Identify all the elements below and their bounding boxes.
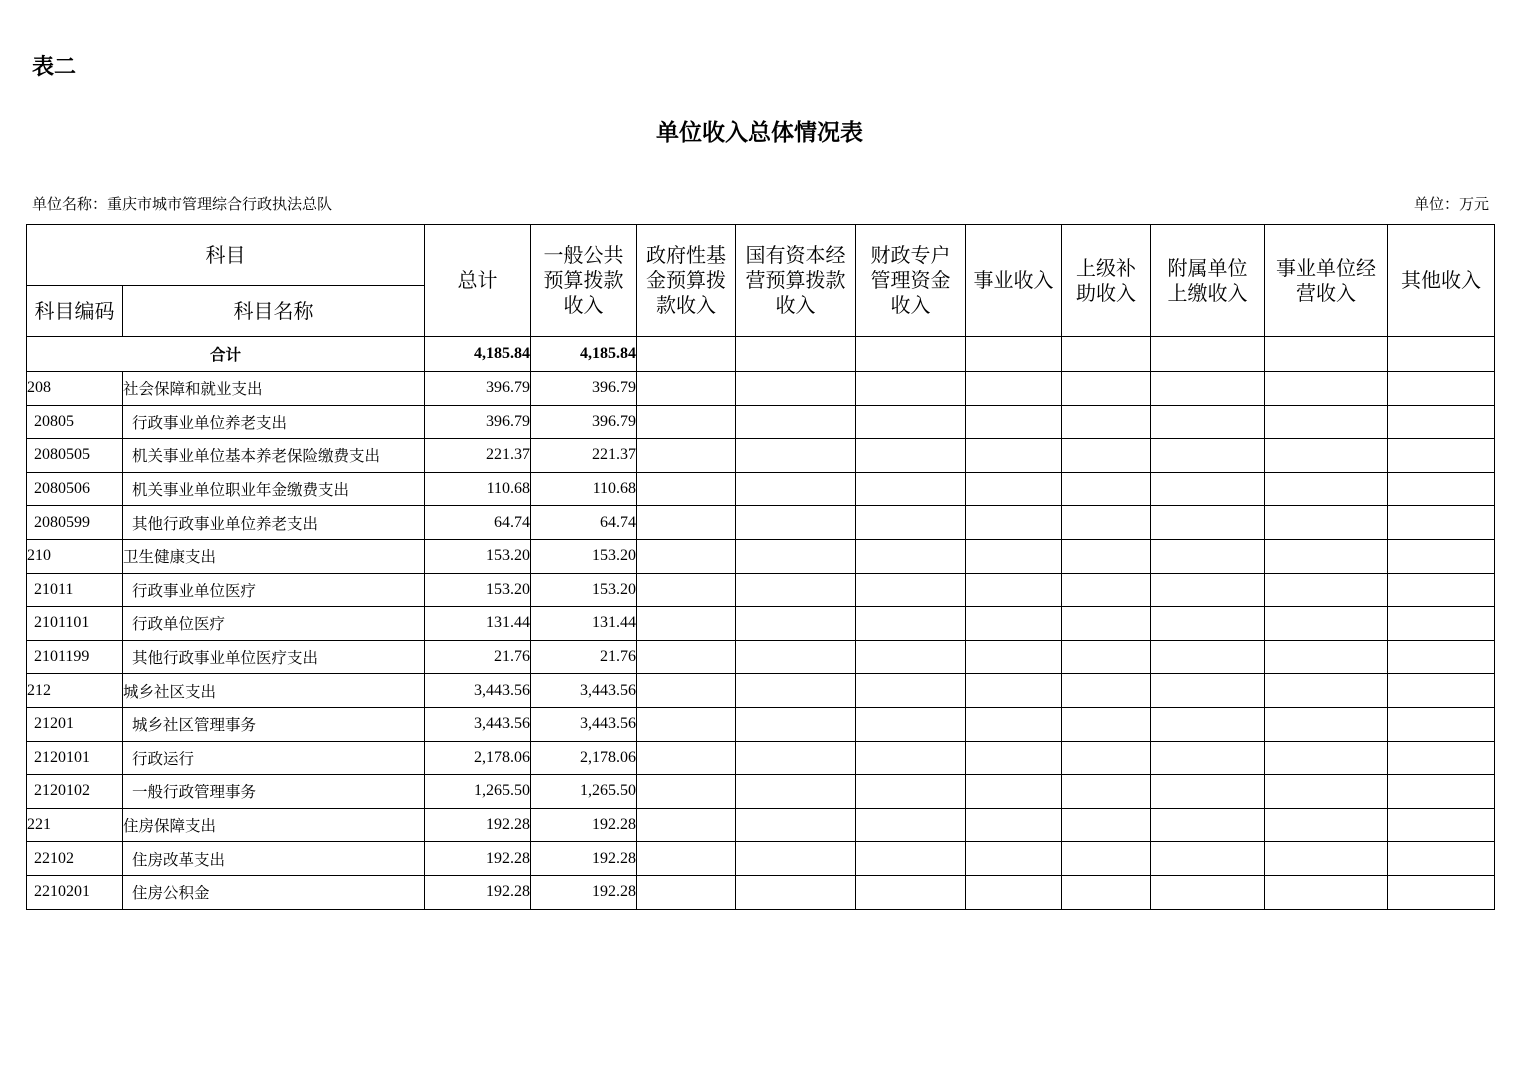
empty-cell <box>736 707 856 741</box>
subject-name: 行政事业单位养老支出 <box>123 405 425 439</box>
empty-cell <box>1151 337 1265 372</box>
empty-cell <box>1265 707 1388 741</box>
empty-cell <box>1062 674 1151 708</box>
empty-cell <box>856 607 966 641</box>
unit-measure: 单位：万元 <box>1413 195 1489 213</box>
empty-cell <box>736 539 856 573</box>
total-amount: 131.44 <box>425 607 531 641</box>
empty-cell <box>736 607 856 641</box>
empty-cell <box>1151 875 1265 909</box>
header-subject-code: 科目编码 <box>27 286 123 337</box>
subject-code: 212 <box>27 674 123 708</box>
general-public-budget-amount: 3,443.56 <box>531 707 637 741</box>
empty-cell <box>1151 472 1265 506</box>
empty-cell <box>1062 808 1151 842</box>
empty-cell <box>637 439 736 473</box>
header-line: 国有资本经 <box>745 243 846 267</box>
empty-cell <box>637 808 736 842</box>
table-row <box>27 640 1495 674</box>
subject-name: 社会保障和就业支出 <box>123 372 425 406</box>
empty-cell <box>1062 842 1151 876</box>
total-amount: 2,178.06 <box>425 741 531 775</box>
empty-cell <box>1062 372 1151 406</box>
empty-cell <box>1062 607 1151 641</box>
empty-cell <box>736 808 856 842</box>
empty-cell <box>1265 842 1388 876</box>
header-line: 金预算拨 <box>646 268 726 292</box>
total-general-public-budget: 4,185.84 <box>531 337 637 372</box>
empty-cell <box>637 741 736 775</box>
empty-cell <box>856 573 966 607</box>
empty-cell <box>1151 808 1265 842</box>
empty-cell <box>1265 539 1388 573</box>
total-amount: 396.79 <box>425 405 531 439</box>
header-line: 附属单位 <box>1167 255 1248 280</box>
empty-cell <box>1388 439 1495 473</box>
empty-cell <box>856 539 966 573</box>
header-line: 财政专户 <box>870 243 951 267</box>
empty-cell <box>1062 775 1151 809</box>
empty-cell <box>1265 875 1388 909</box>
empty-cell <box>1151 775 1265 809</box>
table-row <box>27 573 1495 607</box>
empty-cell <box>1151 539 1265 573</box>
header-total: 总计 <box>425 225 531 337</box>
header-general-public-budget <box>531 225 637 337</box>
general-public-budget-amount: 21.76 <box>531 640 637 674</box>
table-row <box>27 842 1495 876</box>
empty-cell <box>736 775 856 809</box>
subject-code: 21011 <box>27 573 123 607</box>
empty-cell <box>966 875 1062 909</box>
empty-cell <box>1062 875 1151 909</box>
empty-cell <box>856 808 966 842</box>
empty-cell <box>1151 506 1265 540</box>
empty-cell <box>637 372 736 406</box>
header-line: 一般公共 <box>543 243 624 267</box>
empty-cell <box>637 674 736 708</box>
empty-cell <box>966 506 1062 540</box>
empty-cell <box>1151 640 1265 674</box>
header-line: 收入 <box>563 293 604 317</box>
empty-cell <box>736 472 856 506</box>
empty-cell <box>1265 506 1388 540</box>
empty-cell <box>966 539 1062 573</box>
empty-cell <box>736 372 856 406</box>
empty-cell <box>966 707 1062 741</box>
subject-name: 其他行政事业单位医疗支出 <box>123 640 425 674</box>
empty-cell <box>1151 439 1265 473</box>
empty-cell <box>856 640 966 674</box>
empty-cell <box>1388 573 1495 607</box>
total-amount: 153.20 <box>425 539 531 573</box>
empty-cell <box>1151 573 1265 607</box>
empty-cell <box>736 405 856 439</box>
subject-name: 机关事业单位职业年金缴费支出 <box>123 472 425 506</box>
total-amount: 192.28 <box>425 842 531 876</box>
subject-name: 机关事业单位基本养老保险缴费支出 <box>123 439 425 473</box>
header-affiliated-remit <box>1151 225 1265 337</box>
empty-cell <box>1062 707 1151 741</box>
empty-cell <box>1388 506 1495 540</box>
empty-cell <box>966 573 1062 607</box>
empty-cell <box>1388 875 1495 909</box>
empty-cell <box>1265 741 1388 775</box>
empty-cell <box>637 573 736 607</box>
empty-cell <box>637 506 736 540</box>
empty-cell <box>637 875 736 909</box>
header-subject: 科目 <box>27 225 425 286</box>
subject-code: 2210201 <box>27 875 123 909</box>
general-public-budget-amount: 153.20 <box>531 573 637 607</box>
header-line: 营收入 <box>1296 280 1356 305</box>
total-amount: 4,185.84 <box>425 337 531 372</box>
subject-code: 2101199 <box>27 640 123 674</box>
subject-name: 住房公积金 <box>123 875 425 909</box>
subject-name: 行政事业单位医疗 <box>123 573 425 607</box>
table-row <box>27 506 1495 540</box>
subject-code: 221 <box>27 808 123 842</box>
empty-cell <box>856 875 966 909</box>
subject-name: 行政单位医疗 <box>123 607 425 641</box>
subject-name: 住房保障支出 <box>123 808 425 842</box>
empty-cell <box>736 506 856 540</box>
empty-cell <box>1062 640 1151 674</box>
empty-cell <box>856 472 966 506</box>
empty-cell <box>637 539 736 573</box>
table-label: 表二 <box>32 55 77 80</box>
general-public-budget-amount: 192.28 <box>531 808 637 842</box>
empty-cell <box>637 640 736 674</box>
empty-cell <box>736 640 856 674</box>
total-amount: 221.37 <box>425 439 531 473</box>
empty-cell <box>736 741 856 775</box>
subject-code: 2080506 <box>27 472 123 506</box>
header-business-income: 事业收入 <box>966 225 1062 337</box>
empty-cell <box>736 875 856 909</box>
total-amount: 3,443.56 <box>425 707 531 741</box>
empty-cell <box>1151 607 1265 641</box>
table-row <box>27 472 1495 506</box>
empty-cell <box>1388 842 1495 876</box>
header-superior-subsidy <box>1062 225 1151 337</box>
empty-cell <box>966 640 1062 674</box>
subject-code: 21201 <box>27 707 123 741</box>
subject-name: 一般行政管理事务 <box>123 775 425 809</box>
general-public-budget-amount: 3,443.56 <box>531 674 637 708</box>
empty-cell <box>856 405 966 439</box>
table-row <box>27 875 1495 909</box>
empty-cell <box>637 775 736 809</box>
subject-code: 20805 <box>27 405 123 439</box>
subject-code: 2101101 <box>27 607 123 641</box>
unit-name: 单位名称：重庆市城市管理综合行政执法总队 <box>32 195 333 213</box>
empty-cell <box>856 707 966 741</box>
empty-cell <box>1265 674 1388 708</box>
header-other-income: 其他收入 <box>1388 225 1495 337</box>
empty-cell <box>966 842 1062 876</box>
header-business-operation <box>1265 225 1388 337</box>
general-public-budget-amount: 221.37 <box>531 439 637 473</box>
table-row <box>27 539 1495 573</box>
header-line: 营预算拨款 <box>745 268 846 292</box>
header-line: 管理资金 <box>870 268 951 292</box>
total-amount: 3,443.56 <box>425 674 531 708</box>
empty-cell <box>1265 439 1388 473</box>
header-line: 预算拨款 <box>543 268 624 292</box>
header-line: 上缴收入 <box>1167 280 1248 305</box>
empty-cell <box>856 741 966 775</box>
general-public-budget-amount: 153.20 <box>531 539 637 573</box>
empty-cell <box>966 405 1062 439</box>
subject-name: 其他行政事业单位养老支出 <box>123 506 425 540</box>
empty-cell <box>1151 405 1265 439</box>
total-amount: 192.28 <box>425 875 531 909</box>
empty-cell <box>1265 775 1388 809</box>
general-public-budget-amount: 192.28 <box>531 875 637 909</box>
empty-cell <box>637 337 736 372</box>
income-table <box>26 224 1495 910</box>
empty-cell <box>736 842 856 876</box>
subject-name: 行政运行 <box>123 741 425 775</box>
empty-cell <box>1388 808 1495 842</box>
empty-cell <box>1265 573 1388 607</box>
empty-cell <box>1062 539 1151 573</box>
empty-cell <box>1388 539 1495 573</box>
header-line: 款收入 <box>656 293 716 317</box>
empty-cell <box>1062 741 1151 775</box>
table-row <box>27 372 1495 406</box>
total-amount: 153.20 <box>425 573 531 607</box>
empty-cell <box>1062 337 1151 372</box>
empty-cell <box>1265 372 1388 406</box>
subject-code: 208 <box>27 372 123 406</box>
subject-code: 2120102 <box>27 775 123 809</box>
general-public-budget-amount: 396.79 <box>531 405 637 439</box>
empty-cell <box>1388 472 1495 506</box>
general-public-budget-amount: 64.74 <box>531 506 637 540</box>
table-row <box>27 439 1495 473</box>
empty-cell <box>1265 640 1388 674</box>
empty-cell <box>966 372 1062 406</box>
empty-cell <box>1388 405 1495 439</box>
empty-cell <box>1388 775 1495 809</box>
subject-name: 城乡社区支出 <box>123 674 425 708</box>
empty-cell <box>856 674 966 708</box>
general-public-budget-amount: 396.79 <box>531 372 637 406</box>
empty-cell <box>1265 337 1388 372</box>
table-row <box>27 607 1495 641</box>
total-amount: 192.28 <box>425 808 531 842</box>
empty-cell <box>1265 808 1388 842</box>
total-amount: 21.76 <box>425 640 531 674</box>
empty-cell <box>856 372 966 406</box>
empty-cell <box>856 337 966 372</box>
total-amount: 64.74 <box>425 506 531 540</box>
table-row <box>27 808 1495 842</box>
empty-cell <box>637 405 736 439</box>
empty-cell <box>966 472 1062 506</box>
empty-cell <box>1062 405 1151 439</box>
empty-cell <box>856 439 966 473</box>
empty-cell <box>966 607 1062 641</box>
subject-code: 2120101 <box>27 741 123 775</box>
subject-name: 卫生健康支出 <box>123 539 425 573</box>
empty-cell <box>736 674 856 708</box>
empty-cell <box>1062 573 1151 607</box>
table-row <box>27 775 1495 809</box>
header-state-capital-budget <box>736 225 856 337</box>
table-row <box>27 741 1495 775</box>
empty-cell <box>1388 372 1495 406</box>
empty-cell <box>856 775 966 809</box>
empty-cell <box>1265 405 1388 439</box>
empty-cell <box>1388 674 1495 708</box>
empty-cell <box>1265 607 1388 641</box>
subject-code: 2080505 <box>27 439 123 473</box>
subject-code: 22102 <box>27 842 123 876</box>
empty-cell <box>966 775 1062 809</box>
empty-cell <box>1265 472 1388 506</box>
empty-cell <box>1151 741 1265 775</box>
total-row <box>27 337 1495 372</box>
general-public-budget-amount: 192.28 <box>531 842 637 876</box>
general-public-budget-amount: 131.44 <box>531 607 637 641</box>
total-label: 合计 <box>27 337 425 372</box>
empty-cell <box>966 337 1062 372</box>
total-amount: 396.79 <box>425 372 531 406</box>
empty-cell <box>856 842 966 876</box>
empty-cell <box>1151 842 1265 876</box>
header-line: 助收入 <box>1076 280 1136 305</box>
subject-code: 2080599 <box>27 506 123 540</box>
header-line: 政府性基 <box>646 243 726 267</box>
empty-cell <box>637 607 736 641</box>
total-amount: 1,265.50 <box>425 775 531 809</box>
empty-cell <box>1062 439 1151 473</box>
empty-cell <box>637 842 736 876</box>
empty-cell <box>637 707 736 741</box>
header-line: 事业单位经 <box>1276 255 1376 280</box>
empty-cell <box>637 472 736 506</box>
empty-cell <box>1151 674 1265 708</box>
empty-cell <box>736 573 856 607</box>
page-title: 单位收入总体情况表 <box>656 119 863 146</box>
general-public-budget-amount: 110.68 <box>531 472 637 506</box>
subject-name: 住房改革支出 <box>123 842 425 876</box>
table-row <box>27 707 1495 741</box>
general-public-budget-amount: 2,178.06 <box>531 741 637 775</box>
empty-cell <box>1388 707 1495 741</box>
empty-cell <box>966 741 1062 775</box>
empty-cell <box>1388 640 1495 674</box>
empty-cell <box>1151 372 1265 406</box>
empty-cell <box>1388 607 1495 641</box>
header-line: 收入 <box>890 293 931 317</box>
empty-cell <box>966 808 1062 842</box>
header-subject-name: 科目名称 <box>123 286 425 337</box>
empty-cell <box>1062 506 1151 540</box>
table-row <box>27 405 1495 439</box>
general-public-budget-amount: 1,265.50 <box>531 775 637 809</box>
empty-cell <box>736 439 856 473</box>
empty-cell <box>966 439 1062 473</box>
empty-cell <box>1062 472 1151 506</box>
total-amount: 110.68 <box>425 472 531 506</box>
empty-cell <box>1388 337 1495 372</box>
empty-cell <box>856 506 966 540</box>
header-gov-fund-budget <box>637 225 736 337</box>
subject-code: 210 <box>27 539 123 573</box>
header-line: 上级补 <box>1076 255 1136 280</box>
table-row <box>27 674 1495 708</box>
subject-name: 城乡社区管理事务 <box>123 707 425 741</box>
empty-cell <box>966 674 1062 708</box>
empty-cell <box>1151 707 1265 741</box>
empty-cell <box>736 337 856 372</box>
header-fiscal-special-fund <box>856 225 966 337</box>
empty-cell <box>1388 741 1495 775</box>
header-line: 收入 <box>775 293 816 317</box>
